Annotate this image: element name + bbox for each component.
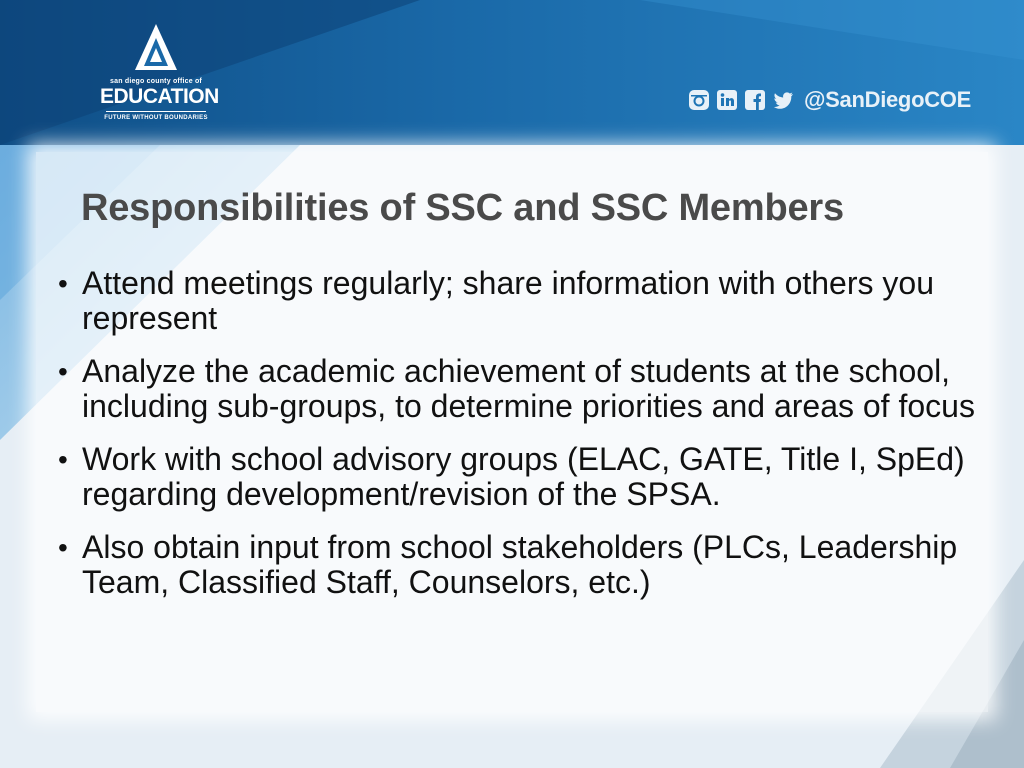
bullet-marker: • bbox=[58, 532, 68, 563]
instagram-icon[interactable] bbox=[688, 89, 710, 111]
org-tagline: FUTURE WITHOUT BOUNDARIES bbox=[104, 115, 208, 121]
bullet-text: Also obtain input from school stakeholders (PLCs, Leadership Team, Classified Staff, Counselors, etc.) bbox=[82, 529, 958, 600]
slide-title: Responsibilities of SSC and SSC Members bbox=[81, 187, 844, 229]
social-links bbox=[688, 86, 971, 114]
social-handle[interactable]: @SanDiegoCOE bbox=[804, 87, 971, 112]
list-item bbox=[56, 354, 976, 424]
bullet-text: Attend meetings regularly; share information with others you represent bbox=[82, 265, 934, 336]
logo-divider bbox=[106, 111, 206, 112]
bullet-marker: • bbox=[58, 444, 68, 475]
list-item bbox=[56, 442, 976, 512]
bullet-text: Analyze the academic achievement of students at the school, including sub-groups, to determine priorities and areas of focus bbox=[82, 353, 975, 424]
bullet-text: Work with school advisory groups (ELAC, GATE, Title I, SpEd) regarding development/revision of the SPSA. bbox=[82, 441, 965, 512]
facebook-icon[interactable] bbox=[744, 89, 766, 111]
list-item bbox=[56, 266, 976, 336]
org-logo[interactable] bbox=[100, 22, 219, 132]
bullet-list bbox=[56, 266, 976, 618]
twitter-icon[interactable] bbox=[772, 89, 794, 111]
bullet-marker: • bbox=[58, 268, 68, 299]
org-name-line: san diego county office of bbox=[110, 78, 202, 85]
logo-triangle-icon bbox=[133, 22, 179, 72]
list-item bbox=[56, 530, 976, 600]
org-name: EDUCATION bbox=[100, 85, 219, 108]
bullet-marker: • bbox=[58, 356, 68, 387]
linkedin-icon[interactable] bbox=[716, 89, 738, 111]
